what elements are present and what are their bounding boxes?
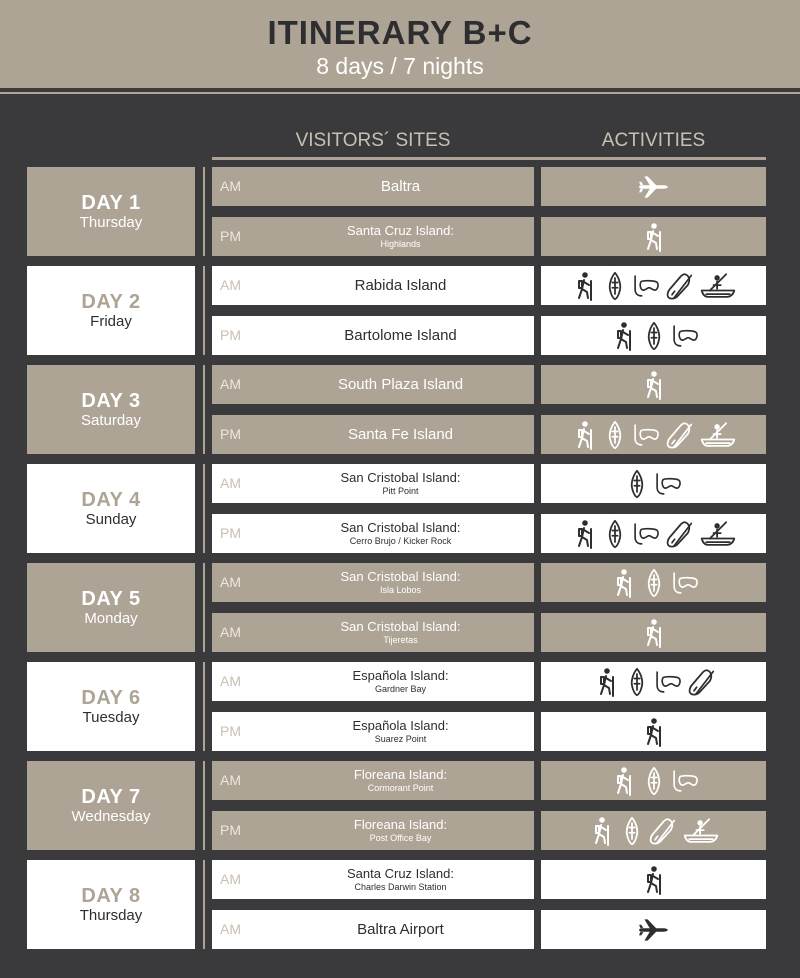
hiking-icon <box>610 321 638 351</box>
time-of-day: AM <box>220 376 241 392</box>
time-of-day: PM <box>220 822 241 838</box>
site-subtitle: Post Office Bay <box>369 833 432 843</box>
activities-cell <box>541 415 766 454</box>
site-subtitle: Cormorant Point <box>367 783 434 793</box>
day-weekday: Friday <box>90 312 132 330</box>
time-of-day: PM <box>220 525 241 541</box>
site-name <box>267 266 534 305</box>
site-name <box>267 464 534 503</box>
day-divider <box>203 761 205 850</box>
surfboard-icon <box>622 816 642 846</box>
snorkel-icon <box>631 420 659 450</box>
activities-cell <box>541 613 766 652</box>
activities-cell <box>541 860 766 899</box>
site-title: Bartolome Island <box>344 326 457 344</box>
time-of-day: PM <box>220 228 241 244</box>
site-title: South Plaza Island <box>337 375 464 393</box>
kayak-icon <box>665 271 693 301</box>
site-title: Floreana Island: <box>353 767 448 782</box>
time-of-day: AM <box>220 871 241 887</box>
site-cell <box>212 910 534 949</box>
snorkel-icon <box>631 271 659 301</box>
time-of-day: AM <box>220 921 241 937</box>
surfboard-icon <box>644 568 664 598</box>
hiking-icon <box>571 271 599 301</box>
hiking-icon <box>610 568 638 598</box>
activities-cell <box>541 167 766 206</box>
day-label: DAY 3 <box>81 389 141 412</box>
site-name <box>267 761 534 800</box>
site-subtitle: Highlands <box>380 239 421 249</box>
snorkel-icon <box>631 519 659 549</box>
day-block <box>27 761 195 850</box>
site-title: San Cristobal Island: <box>340 619 461 634</box>
snorkel-icon <box>670 321 698 351</box>
hiking-icon <box>571 519 599 549</box>
site-title: Santa Fe Island <box>347 425 454 443</box>
activities-cell <box>541 662 766 701</box>
day-divider <box>203 167 205 256</box>
day-divider <box>203 662 205 751</box>
site-subtitle: Charles Darwin Station <box>354 882 447 892</box>
site-cell <box>212 811 534 850</box>
site-name <box>267 613 534 652</box>
site-name <box>267 712 534 751</box>
page-subtitle: 8 days / 7 nights <box>316 53 484 79</box>
day-block <box>27 266 195 355</box>
hiking-icon <box>640 717 668 747</box>
activities-cell <box>541 316 766 355</box>
site-name <box>267 316 534 355</box>
site-name <box>267 415 534 454</box>
site-cell <box>212 860 534 899</box>
time-of-day: AM <box>220 277 241 293</box>
time-of-day: AM <box>220 772 241 788</box>
hiking-icon <box>640 370 668 400</box>
day-weekday: Thursday <box>79 906 143 924</box>
site-name <box>267 662 534 701</box>
day-weekday: Monday <box>84 609 138 627</box>
site-subtitle: Suarez Point <box>374 734 427 744</box>
activities-cell <box>541 811 766 850</box>
site-cell <box>212 563 534 602</box>
day-divider <box>203 266 205 355</box>
surfboard-icon <box>644 766 664 796</box>
kayak-icon <box>648 816 676 846</box>
site-title: San Cristobal Island: <box>340 569 461 584</box>
time-of-day: PM <box>220 723 241 739</box>
day-block <box>27 563 195 652</box>
day-label: DAY 8 <box>81 884 141 907</box>
site-title: San Cristobal Island: <box>340 520 461 535</box>
day-label: DAY 2 <box>81 290 141 313</box>
site-cell <box>212 266 534 305</box>
column-header-sites: VISITORS´ SITES <box>295 130 451 151</box>
site-title: Santa Cruz Island: <box>347 866 454 881</box>
site-cell <box>212 613 534 652</box>
dinghy-icon <box>699 271 737 301</box>
site-title: Santa Cruz Island: <box>347 223 454 238</box>
site-name <box>267 514 534 553</box>
site-name <box>267 217 534 256</box>
day-weekday: Sunday <box>85 510 137 528</box>
site-cell <box>212 514 534 553</box>
site-cell <box>212 712 534 751</box>
surfboard-icon <box>627 667 647 697</box>
page-title: ITINERARY B+C <box>267 14 533 51</box>
activities-cell <box>541 563 766 602</box>
hiking-icon <box>640 618 668 648</box>
snorkel-icon <box>670 568 698 598</box>
day-weekday: Wednesday <box>71 807 151 825</box>
site-name <box>267 910 534 949</box>
surfboard-icon <box>605 420 625 450</box>
surfboard-icon <box>605 271 625 301</box>
snorkel-icon <box>670 766 698 796</box>
day-divider <box>203 860 205 949</box>
time-of-day: AM <box>220 178 241 194</box>
site-name <box>267 860 534 899</box>
dinghy-icon <box>699 519 737 549</box>
day-label: DAY 7 <box>81 785 141 808</box>
site-name <box>267 167 534 206</box>
hiking-icon <box>640 865 668 895</box>
day-block <box>27 365 195 454</box>
day-block <box>27 662 195 751</box>
site-subtitle: Isla Lobos <box>379 585 422 595</box>
surfboard-icon <box>605 519 625 549</box>
site-subtitle: Gardner Bay <box>374 684 427 694</box>
activities-cell <box>541 761 766 800</box>
site-title: San Cristobal Island: <box>340 470 461 485</box>
site-cell <box>212 464 534 503</box>
column-header-rule <box>212 157 766 160</box>
day-weekday: Tuesday <box>82 708 140 726</box>
activities-cell <box>541 217 766 256</box>
day-label: DAY 6 <box>81 686 141 709</box>
column-header-activities: ACTIVITIES <box>601 130 706 151</box>
site-name <box>267 365 534 404</box>
activities-cell <box>541 712 766 751</box>
day-block <box>27 167 195 256</box>
activities-cell <box>541 514 766 553</box>
day-weekday: Saturday <box>80 411 142 429</box>
hiking-icon <box>588 816 616 846</box>
hiking-icon <box>571 420 599 450</box>
day-divider <box>203 563 205 652</box>
kayak-icon <box>665 519 693 549</box>
site-title: Baltra Airport <box>357 920 444 938</box>
site-name <box>267 563 534 602</box>
snorkel-icon <box>653 667 681 697</box>
site-cell <box>212 761 534 800</box>
header-banner <box>0 0 800 90</box>
dinghy-icon <box>682 816 720 846</box>
day-label: DAY 5 <box>81 587 141 610</box>
header-divider <box>0 92 800 94</box>
site-cell <box>212 365 534 404</box>
surfboard-icon <box>644 321 664 351</box>
activities-cell <box>541 464 766 503</box>
day-label: DAY 1 <box>81 191 141 214</box>
plane-icon <box>637 915 671 945</box>
site-name <box>267 811 534 850</box>
day-divider <box>203 464 205 553</box>
hiking-icon <box>610 766 638 796</box>
time-of-day: AM <box>220 673 241 689</box>
site-cell <box>212 217 534 256</box>
time-of-day: PM <box>220 327 241 343</box>
site-title: Española Island: <box>352 718 449 733</box>
site-cell <box>212 316 534 355</box>
site-subtitle: Pitt Point <box>382 486 419 496</box>
day-block <box>27 464 195 553</box>
site-cell <box>212 662 534 701</box>
time-of-day: PM <box>220 426 241 442</box>
site-cell <box>212 415 534 454</box>
time-of-day: AM <box>220 624 241 640</box>
snorkel-icon <box>653 469 681 499</box>
activities-cell <box>541 266 766 305</box>
surfboard-icon <box>627 469 647 499</box>
day-divider <box>203 365 205 454</box>
day-weekday: Thursday <box>79 213 143 231</box>
kayak-icon <box>687 667 715 697</box>
dinghy-icon <box>699 420 737 450</box>
site-subtitle: Cerro Brujo / Kicker Rock <box>349 536 452 546</box>
kayak-icon <box>665 420 693 450</box>
site-cell <box>212 167 534 206</box>
hiking-icon <box>640 222 668 252</box>
site-title: Floreana Island: <box>353 817 448 832</box>
time-of-day: AM <box>220 475 241 491</box>
day-label: DAY 4 <box>81 488 141 511</box>
time-of-day: AM <box>220 574 241 590</box>
hiking-icon <box>593 667 621 697</box>
activities-cell <box>541 365 766 404</box>
day-block <box>27 860 195 949</box>
site-subtitle: Tijeretas <box>383 635 418 645</box>
site-title: Rabida Island <box>354 276 447 294</box>
site-title: Baltra <box>380 177 421 195</box>
plane-icon <box>637 172 671 202</box>
site-title: Española Island: <box>352 668 449 683</box>
activities-cell <box>541 910 766 949</box>
